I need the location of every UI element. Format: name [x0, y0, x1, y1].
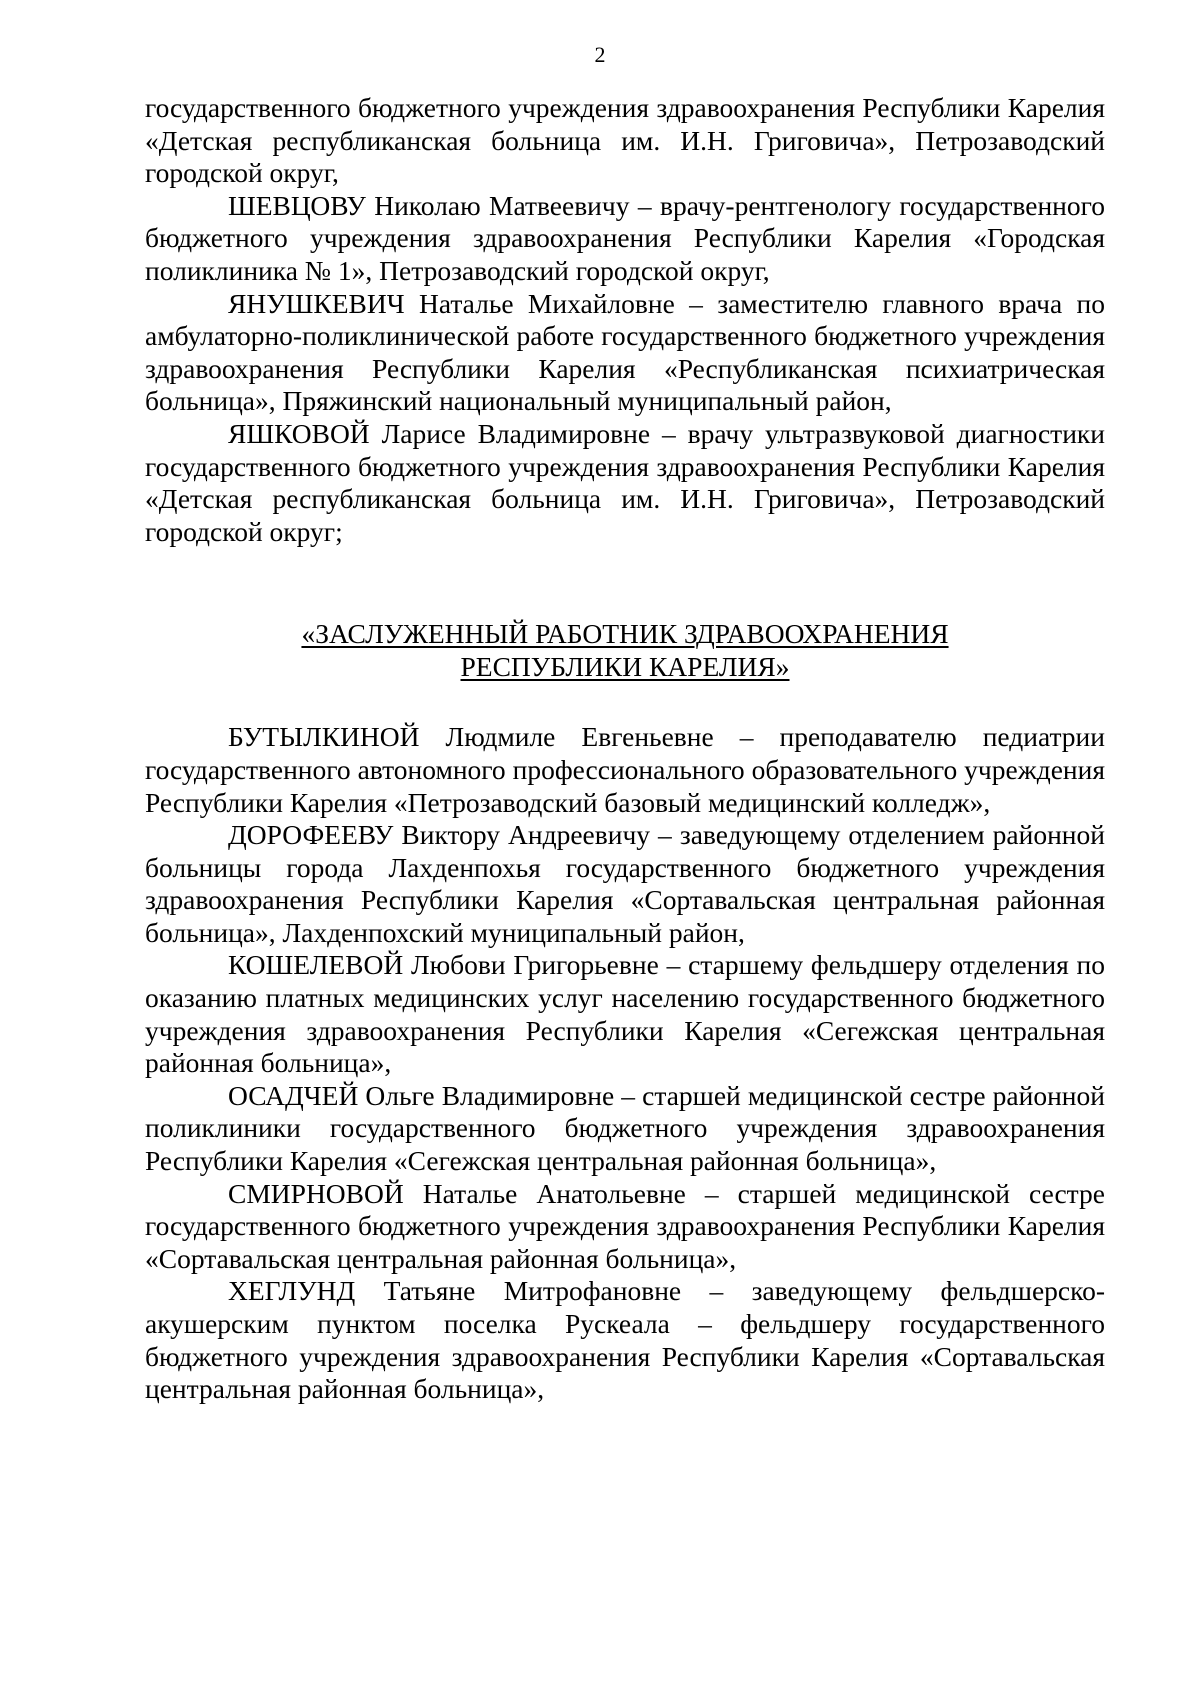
- section-heading-line-1: «ЗАСЛУЖЕННЫЙ РАБОТНИК ЗДРАВООХРАНЕНИЯ: [301, 618, 949, 650]
- recipient-paragraph: ЯШКОВОЙ Ларисе Владимировне – врачу ультразвуковой диагностики государственного бюджетного учреждения здравоохранения Республики Карелия «Детская республиканская больница им. И.Н. Григовича», Петрозаводский городской округ;: [145, 417, 1105, 547]
- award-recipients-list-continued: [145, 92, 1105, 548]
- section-heading: [145, 617, 1105, 683]
- award-recipients-list: [145, 721, 1105, 1405]
- recipient-paragraph: ЯНУШКЕВИЧ Наталье Михайловне – заместителю главного врача по амбулаторно-поликлинической работе государственного бюджетного учреждения здравоохранения Республики Карелия «Республиканская психиатрическая больница», Пряжинский национальный муниципальный район,: [145, 287, 1105, 417]
- recipient-paragraph: государственного бюджетного учреждения здравоохранения Республики Карелия «Детская республиканская больница им. И.Н. Григовича», Петрозаводский городской округ,: [145, 92, 1105, 189]
- recipient-paragraph: ОСАДЧЕЙ Ольге Владимировне – старшей медицинской сестре районной поликлиники государственного бюджетного учреждения здравоохранения Республики Карелия «Сегежская центральная районная больница»,: [145, 1079, 1105, 1177]
- recipient-paragraph: ШЕВЦОВУ Николаю Матвеевичу – врачу-рентгенологу государственного бюджетного учреждения здравоохранения Республики Карелия «Городская поликлиника № 1», Петрозаводский городской округ,: [145, 189, 1105, 286]
- section-heading-line-2: РЕСПУБЛИКИ КАРЕЛИЯ»: [460, 651, 790, 683]
- document-body: [145, 92, 1105, 1406]
- recipient-paragraph: СМИРНОВОЙ Наталье Анатольевне – старшей медицинской сестре государственного бюджетного учреждения здравоохранения Республики Карелия «Сортавальская центральная районная больница»,: [145, 1177, 1105, 1274]
- recipient-paragraph: ДОРОФЕЕВУ Виктору Андреевичу – заведующему отделением районной больницы города Лахденпохья государственного бюджетного учреждения здравоохранения Республики Карелия «Сортавальская центральная районная больница», Лахденпохский муниципальный район,: [145, 819, 1105, 948]
- recipient-paragraph: КОШЕЛЕВОЙ Любови Григорьевне – старшему фельдшеру отделения по оказанию платных медицинских услуг населению государственного бюджетного учреждения здравоохранения Республики Карелия «Сегежская центральная районная больница»,: [145, 949, 1105, 1079]
- page-number: 2: [594, 42, 606, 67]
- recipient-paragraph: БУТЫЛКИНОЙ Людмиле Евгеньевне – преподавателю педиатрии государственного автономного профессионального образовательного учреждения Республики Карелия «Петрозаводский базовый медицинский колледж»,: [145, 721, 1105, 818]
- recipient-paragraph: ХЕГЛУНД Татьяне Митрофановне – заведующему фельдшерско-акушерским пунктом поселка Рускеала – фельдшеру государственного бюджетного учреждения здравоохранения Республики Карелия «Сортавальская центральная районная больница»,: [145, 1275, 1105, 1405]
